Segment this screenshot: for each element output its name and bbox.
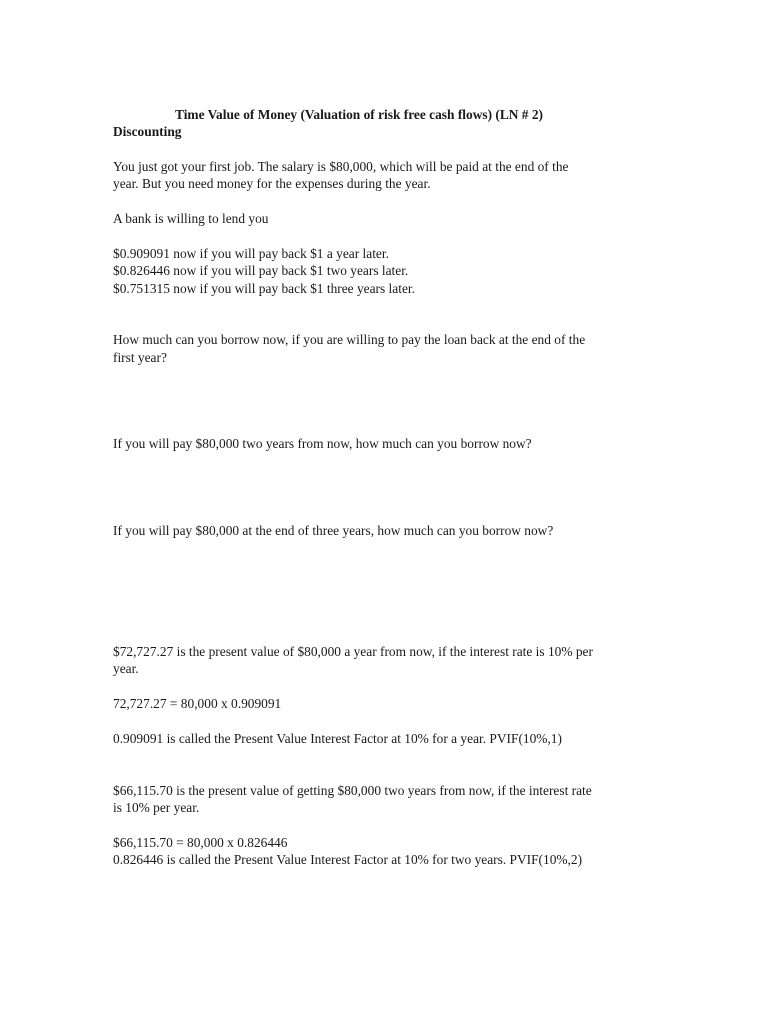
intro-line-2: year. But you need money for the expenses during the year. xyxy=(113,176,431,191)
answer-1-line-2: year. xyxy=(113,661,139,676)
bank-intro: A bank is willing to lend you xyxy=(113,211,269,226)
answer-1-factor: 0.909091 is called the Present Value Interest Factor at 10% for a year. PVIF(10%,1) xyxy=(113,731,562,746)
section-heading: Discounting xyxy=(113,124,182,139)
answer-1-formula: 72,727.27 = 80,000 x 0.909091 xyxy=(113,696,282,711)
offer-1: $0.909091 now if you will pay back $1 a year later. xyxy=(113,246,389,261)
answer-2-line-2: is 10% per year. xyxy=(113,800,200,815)
answer-2-factor: 0.826446 is called the Present Value Interest Factor at 10% for two years. PVIF(10%,2) xyxy=(113,852,583,867)
answer-2-line-1: $66,115.70 is the present value of getting $80,000 two years from now, if the interest rate xyxy=(113,783,592,798)
offer-2: $0.826446 now if you will pay back $1 two years later. xyxy=(113,263,409,278)
intro-line-1: You just got your first job. The salary is $80,000, which will be paid at the end of the xyxy=(113,159,569,174)
offer-3: $0.751315 now if you will pay back $1 three years later. xyxy=(113,281,415,296)
document-title: Time Value of Money (Valuation of risk free cash flows) (LN # 2) xyxy=(175,107,543,122)
question-1-line-1: How much can you borrow now, if you are willing to pay the loan back at the end of the xyxy=(113,332,586,347)
question-3: If you will pay $80,000 at the end of three years, how much can you borrow now? xyxy=(113,523,554,538)
answer-1-line-1: $72,727.27 is the present value of $80,000 a year from now, if the interest rate is 10% per xyxy=(113,644,593,659)
answer-2-formula: $66,115.70 = 80,000 x 0.826446 xyxy=(113,835,288,850)
question-2: If you will pay $80,000 two years from now, how much can you borrow now? xyxy=(113,436,532,451)
question-1-line-2: first year? xyxy=(113,350,167,365)
